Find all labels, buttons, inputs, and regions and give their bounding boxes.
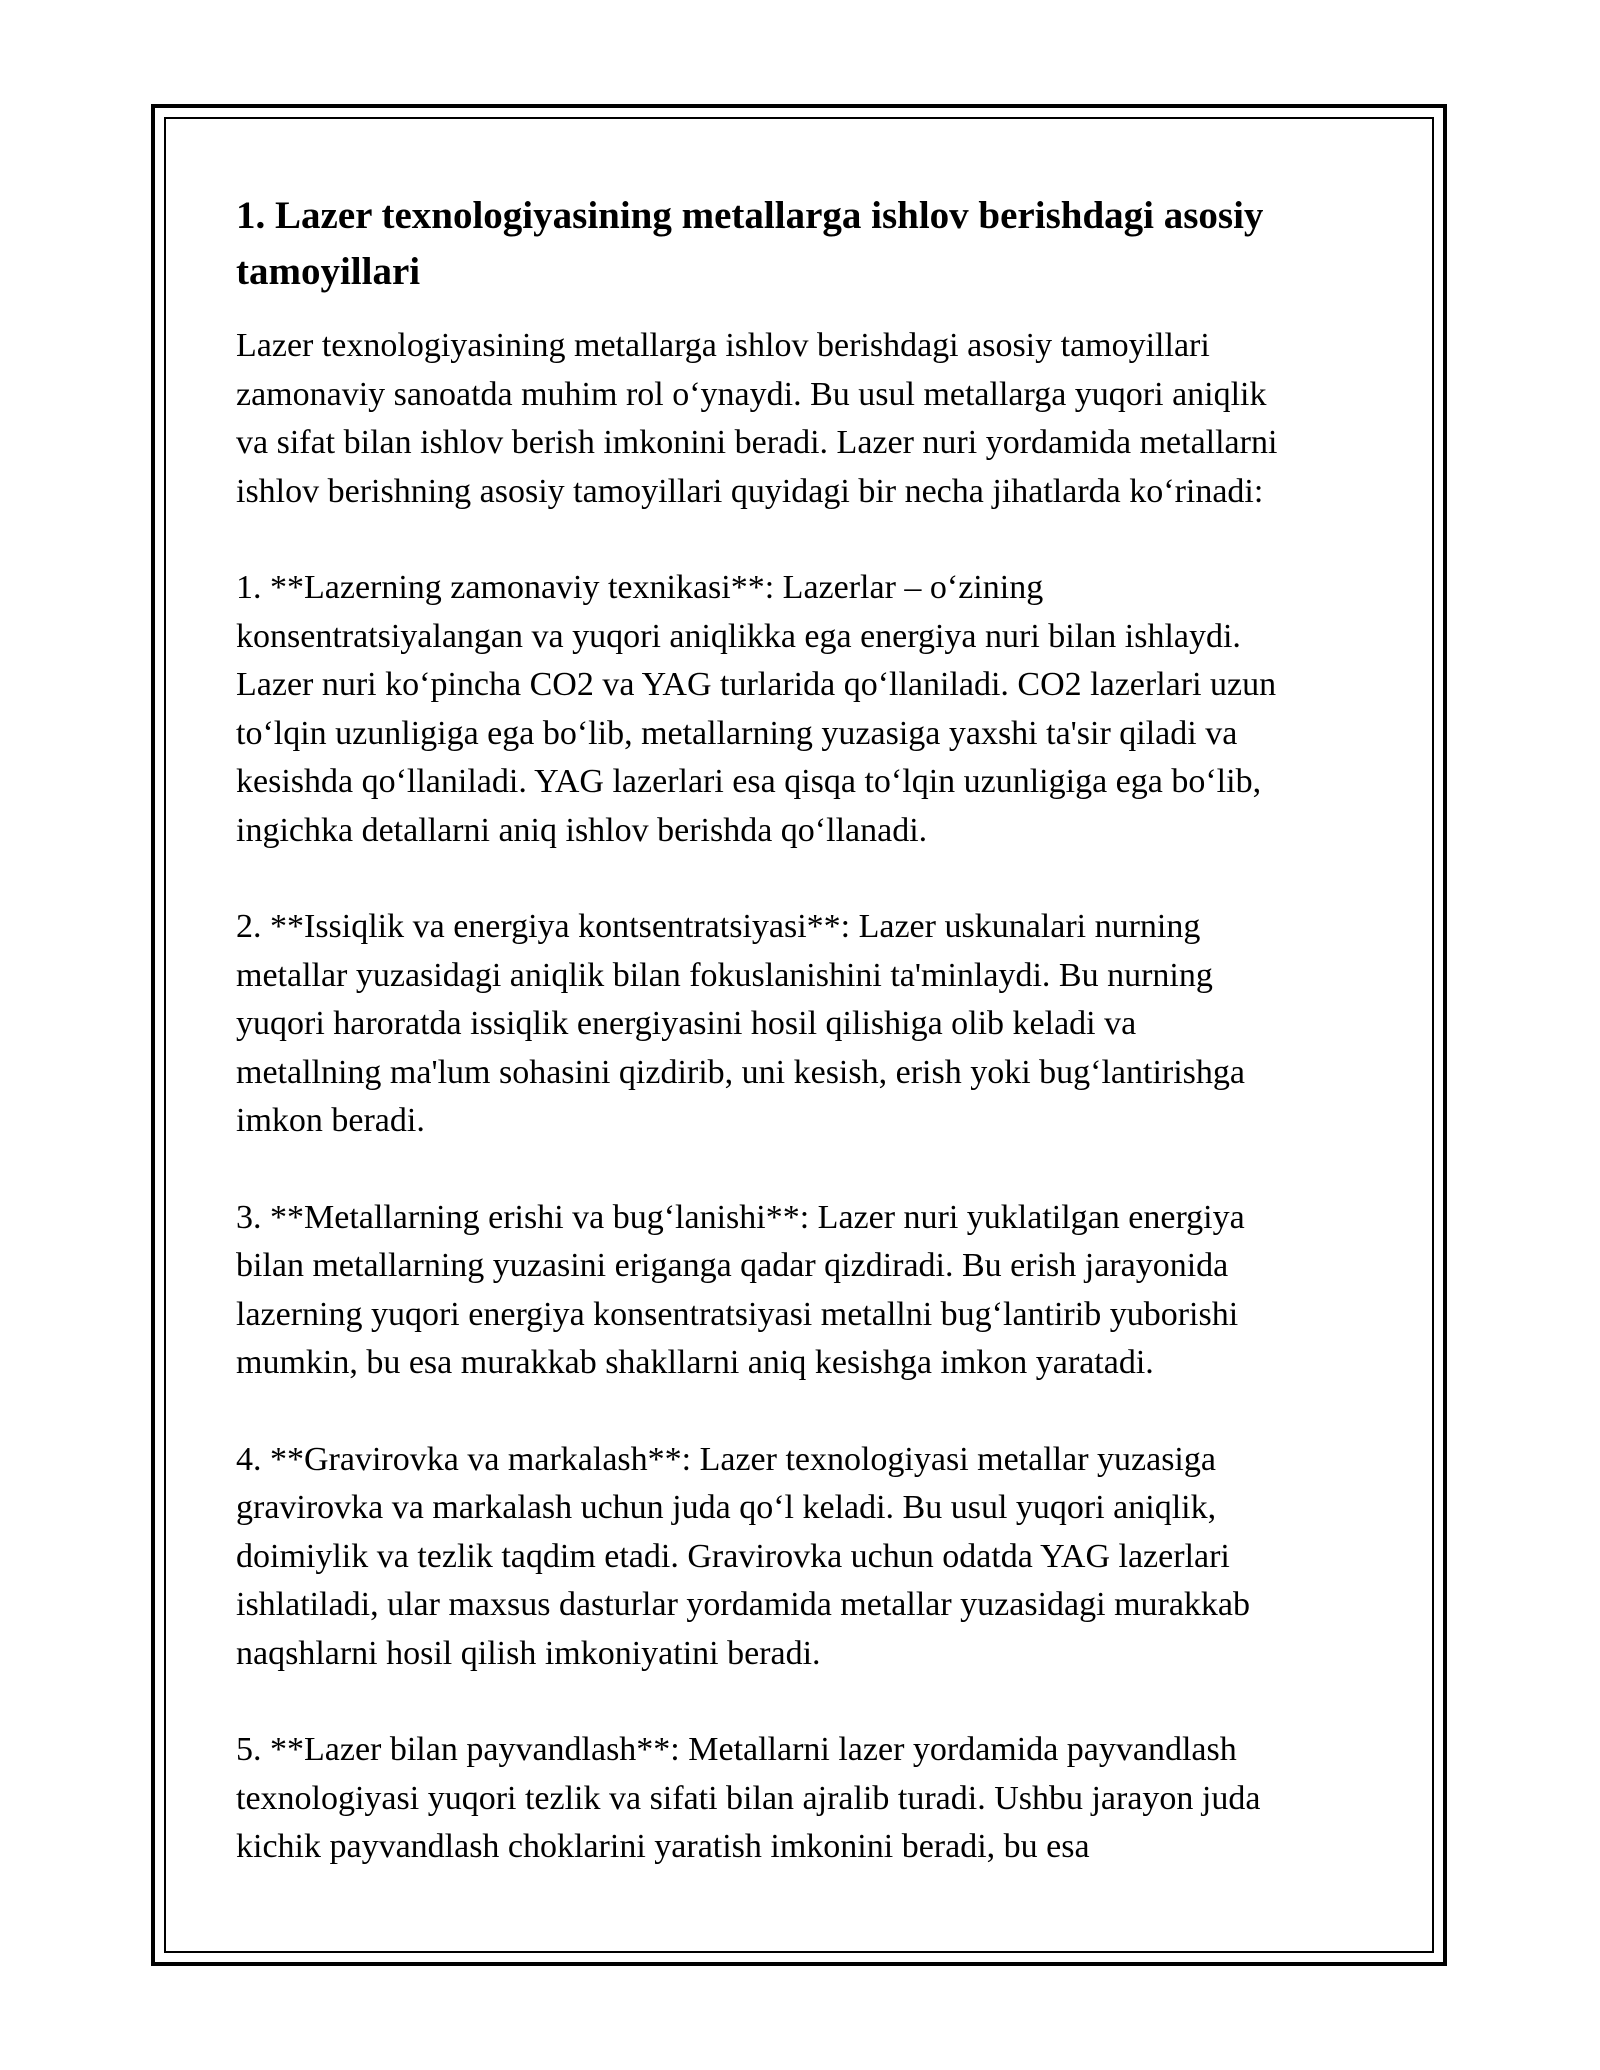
list-item-1: 1. **Lazerning zamonaviy texnikasi**: Lazerlar – o‘zining konsentratsiyalangan va yuqori aniqlikka ega energiya nuri bilan ishlaydi. Lazer nuri ko‘pincha CO2 va YAG turlarida qo‘llaniladi. CO2 lazerlari uzun to‘lqin uzunligiga ega bo‘lib, metallarning yuzasiga yaxshi ta'sir qiladi va kesishda qo‘llaniladi. YAG lazerlari esa qisqa to‘lqin uzunligiga ega bo‘lib, ingichka detallarni aniq ishlov berishda qo‘llanadi. <box>236 569 1277 849</box>
list-item-5: 5. **Lazer bilan payvandlash**: Metallarni lazer yordamida payvandlash texnologiyasi yuqori tezlik va sifati bilan ajralib turadi. Ushbu jarayon juda kichik payvandlash choklarini yaratish imkonini beradi, bu esa <box>236 1731 1261 1865</box>
intro-paragraph: Lazer texnologiyasining metallarga ishlov berishdagi asosiy tamoyillari zamonaviy sanoatda muhim rol o‘ynaydi. Bu usul metallarga yuqori aniqlik va sifat bilan ishlov berish imkonini beradi. Lazer nuri yordamida metallarni ishlov berishning asosiy tamoyillari quyidagi bir necha jihatlarda ko‘rinadi: <box>236 327 1278 510</box>
section-heading: 1. Lazer texnologiyasining metallarga ishlov berishdagi asosiy tamoyillari <box>236 194 1264 293</box>
list-item-3: 3. **Metallarning erishi va bug‘lanishi**: Lazer nuri yuklatilgan energiya bilan metallarning yuzasini eriganga qadar qizdiradi. Bu erish jarayonida lazerning yuqori energiya konsentratsiyasi metallni bug‘lantirib yuborishi mumkin, bu esa murakkab shakllarni aniq kesishga imkon yaratadi. <box>236 1198 1245 1381</box>
list-item-4: 4. **Gravirovka va markalash**: Lazer texnologiyasi metallar yuzasiga gravirovka va markalash uchun juda qo‘l keladi. Bu usul yuqori aniqlik, doimiylik va tezlik taqdim etadi. Gravirovka uchun odatda YAG lazerlari ishlatiladi, ular maxsus dasturlar yordamida metallar yuzasidagi murakkab naqshlarni hosil qilish imkoniyatini beradi. <box>236 1440 1251 1672</box>
list-item-2: 2. **Issiqlik va energiya kontsentratsiyasi**: Lazer uskunalari nurning metallar yuzasidagi aniqlik bilan fokuslanishini ta'minlaydi. Bu nurning yuqori haroratda issiqlik energiyasini hosil qilishiga olib keladi va metallning ma'lum sohasini qizdirib, uni kesish, erish yoki bug‘lantirishga imkon beradi. <box>236 908 1245 1139</box>
document-body <box>236 188 1376 1920</box>
